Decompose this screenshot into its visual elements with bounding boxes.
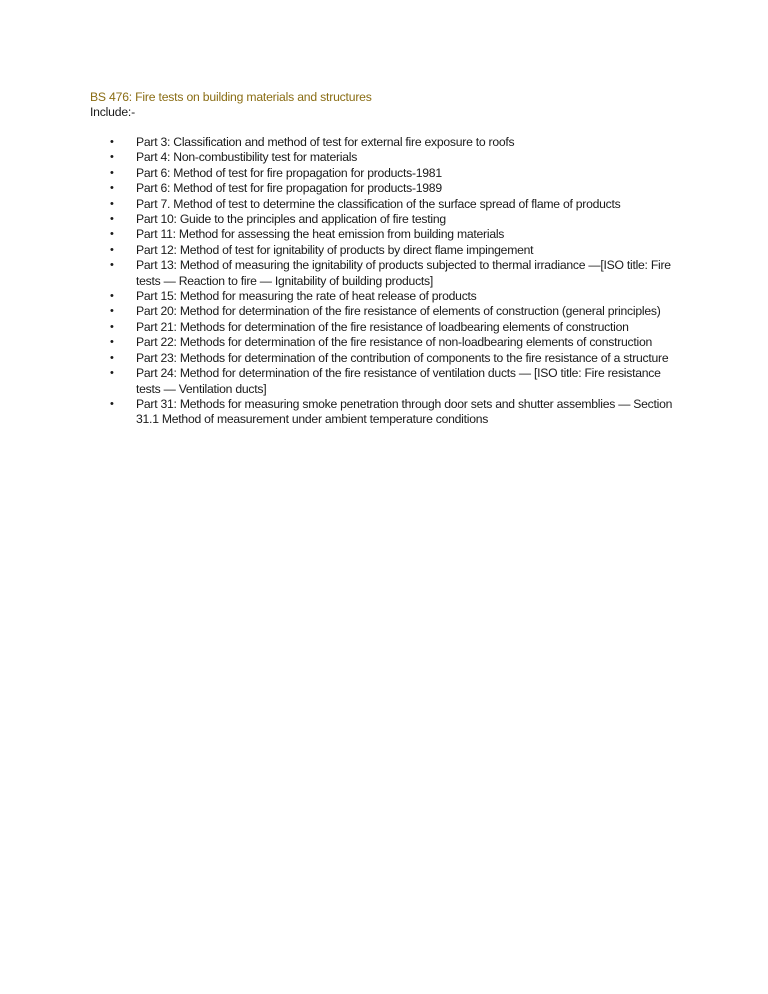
bullet-icon: • xyxy=(110,351,114,364)
list-item-text: Part 23: Methods for determination of the contribution of components to the fire resistance of a structure xyxy=(136,350,669,365)
list-item-text: Part 3: Classification and method of test for external fire exposure to roofs xyxy=(136,135,515,149)
list-item xyxy=(90,351,690,366)
list-item xyxy=(90,258,690,289)
list-item-text: Part 13: Method of measuring the ignitability of products subjected to thermal irradiance —[ISO title: Fire tests — Reaction to fire — Ignitability of building products] xyxy=(136,258,671,288)
bullet-icon: • xyxy=(110,290,114,303)
list-item xyxy=(90,197,690,212)
list-item xyxy=(90,227,690,242)
document-content xyxy=(90,90,690,428)
bullet-icon: • xyxy=(110,305,114,318)
list-item xyxy=(90,366,690,397)
bullet-icon: • xyxy=(110,259,114,272)
list-item xyxy=(90,243,690,258)
list-item-text: Part 6: Method of test for fire propagation for products-1981 xyxy=(136,165,442,180)
bullet-icon: • xyxy=(110,320,114,333)
bullet-icon: • xyxy=(110,166,114,179)
bullet-icon: • xyxy=(110,213,114,226)
bullet-icon: • xyxy=(110,367,114,380)
bullet-icon: • xyxy=(110,197,114,210)
list-item-text: Part 20: Method for determination of the fire resistance of elements of construction (general principles) xyxy=(136,304,661,319)
document-heading: BS 476: Fire tests on building materials and structures xyxy=(90,90,372,104)
intro-text: Include:- xyxy=(90,105,135,119)
list-item xyxy=(90,335,690,350)
parts-list xyxy=(90,135,690,428)
list-item-text: Part 10: Guide to the principles and application of fire testing xyxy=(136,212,446,227)
list-item-text: Part 31: Methods for measuring smoke penetration through door sets and shutter assemblies — Section 31.1 Method of measurement under ambient temperature conditions xyxy=(136,396,673,427)
bullet-icon: • xyxy=(110,182,114,195)
bullet-icon: • xyxy=(110,151,114,164)
bullet-icon: • xyxy=(110,243,114,256)
list-item xyxy=(90,320,690,335)
list-item-text: Part 12: Method of test for ignitability of products by direct flame impingement xyxy=(136,242,534,257)
bullet-icon: • xyxy=(110,136,114,148)
list-item xyxy=(90,304,690,319)
list-item-text: Part 11: Method for assessing the heat emission from building materials xyxy=(136,227,505,242)
list-item-text: Part 15: Method for measuring the rate of heat release of products xyxy=(136,289,477,304)
list-item xyxy=(90,150,690,165)
list-item xyxy=(90,135,690,150)
list-item-text: Part 24: Method for determination of the fire resistance of ventilation ducts — [ISO title: Fire resistance tests — Ventilation ducts] xyxy=(136,366,661,396)
list-item xyxy=(90,289,690,304)
list-item-text: Part 6: Method of test for fire propagation for products-1989 xyxy=(136,181,442,196)
list-item xyxy=(90,212,690,227)
list-item xyxy=(90,166,690,181)
bullet-icon: • xyxy=(110,397,114,410)
list-item xyxy=(90,397,690,428)
list-item xyxy=(90,181,690,196)
bullet-icon: • xyxy=(110,336,114,349)
list-item-text: Part 21: Methods for determination of the fire resistance of loadbearing elements of construction xyxy=(136,319,629,334)
bullet-icon: • xyxy=(110,228,114,241)
list-item-text: Part 4: Non-combustibility test for materials xyxy=(136,150,358,165)
list-item-text: Part 7. Method of test to determine the classification of the surface spread of flame of products xyxy=(136,196,621,211)
list-item-text: Part 22: Methods for determination of the fire resistance of non-loadbearing elements of construction xyxy=(136,335,653,350)
